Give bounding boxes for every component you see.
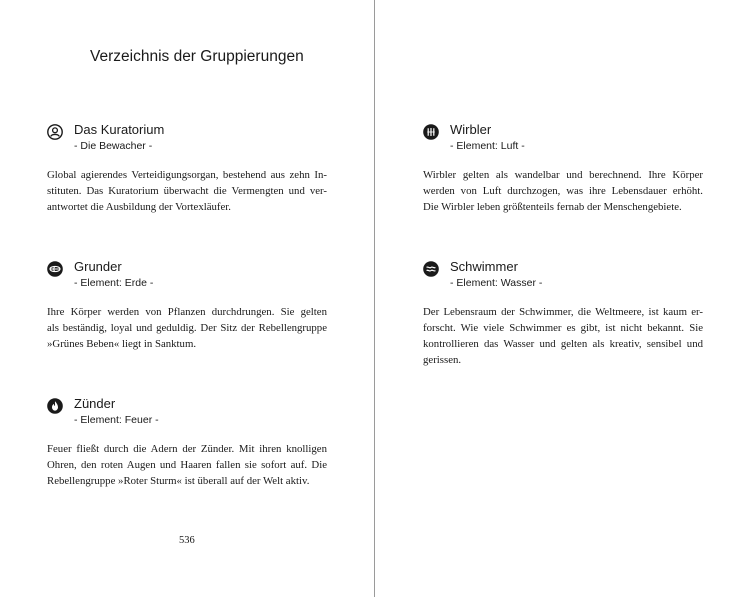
text-line: Wirbler gelten als wandelbar und berechnend. Ihre Körper	[423, 169, 703, 181]
entry-subtitle: - Element: Erde -	[74, 277, 154, 289]
entry-name: Das Kuratorium	[74, 122, 165, 137]
page-number: 536	[179, 535, 195, 546]
entry-subtitle: - Element: Feuer -	[74, 414, 159, 426]
entry-name: Schwimmer	[450, 259, 518, 274]
entry-header	[423, 122, 703, 156]
person-emblem-icon	[47, 124, 63, 140]
entry-description	[47, 441, 327, 489]
entry-name: Grunder	[74, 259, 122, 274]
right-page	[375, 0, 750, 597]
text-line: gerissen.	[423, 354, 462, 366]
entry-description	[47, 167, 327, 215]
entry-header	[47, 396, 327, 430]
entry-name: Zünder	[74, 396, 116, 411]
entry-grunder	[47, 259, 327, 352]
entry-description	[47, 304, 327, 352]
text-line: antwortet die Ausbildung der Vortexläufer.	[47, 201, 232, 213]
text-line: werden von Luft durchzogen, was ihre Lebensdauer erhöht.	[423, 185, 703, 197]
entry-subtitle: - Die Bewacher -	[74, 140, 153, 152]
entry-zuender	[47, 396, 327, 489]
text-line: »Grünes Beben« liegt in Sanktum.	[47, 338, 197, 350]
earth-emblem-icon	[47, 261, 63, 277]
text-line: als beständig, loyal und geduldig. Der Sitz der Rebellengruppe	[47, 322, 327, 334]
entry-description	[423, 304, 703, 368]
text-line: Rebellengruppe »Roter Sturm« ist überall auf der Welt aktiv.	[47, 475, 310, 487]
entry-header	[47, 122, 327, 156]
entry-wirbler	[423, 122, 703, 215]
entry-schwimmer	[423, 259, 703, 368]
text-line: Ohren, den roten Augen und Haaren fallen sie sofort auf. Die	[47, 459, 327, 471]
left-page	[0, 0, 374, 597]
entry-name: Wirbler	[450, 122, 492, 137]
text-line: Der Lebensraum der Schwimmer, die Weltmeere, ist kaum er-	[423, 306, 703, 318]
water-emblem-icon	[423, 261, 439, 277]
text-line: kontrollieren das Wasser und gelten als kreativ, sensibel und	[423, 338, 703, 350]
text-line: Ihre Körper werden von Pflanzen durchdrungen. Sie gelten	[47, 306, 327, 318]
text-line: stituten. Das Kuratorium überwacht die Vermengten und ver-	[47, 185, 327, 197]
fire-emblem-icon	[47, 398, 63, 414]
entry-header	[423, 259, 703, 293]
entry-description	[423, 167, 703, 215]
text-line: Feuer fließt durch die Adern der Zünder. Mit ihren knolligen	[47, 443, 327, 455]
page-title: Verzeichnis der Gruppierungen	[90, 48, 304, 65]
entry-header	[47, 259, 327, 293]
air-emblem-icon	[423, 124, 439, 140]
text-line: Die Wirbler leben größtenteils fernab der Menschengebiete.	[423, 201, 682, 213]
text-line: forscht. Wie viele Schwimmer es gibt, ist nicht bekannt. Sie	[423, 322, 703, 334]
entry-subtitle: - Element: Wasser -	[450, 277, 543, 289]
entry-subtitle: - Element: Luft -	[450, 140, 525, 152]
entry-kuratorium	[47, 122, 327, 215]
text-line: Global agierendes Verteidigungsorgan, bestehend aus zehn In-	[47, 169, 327, 181]
